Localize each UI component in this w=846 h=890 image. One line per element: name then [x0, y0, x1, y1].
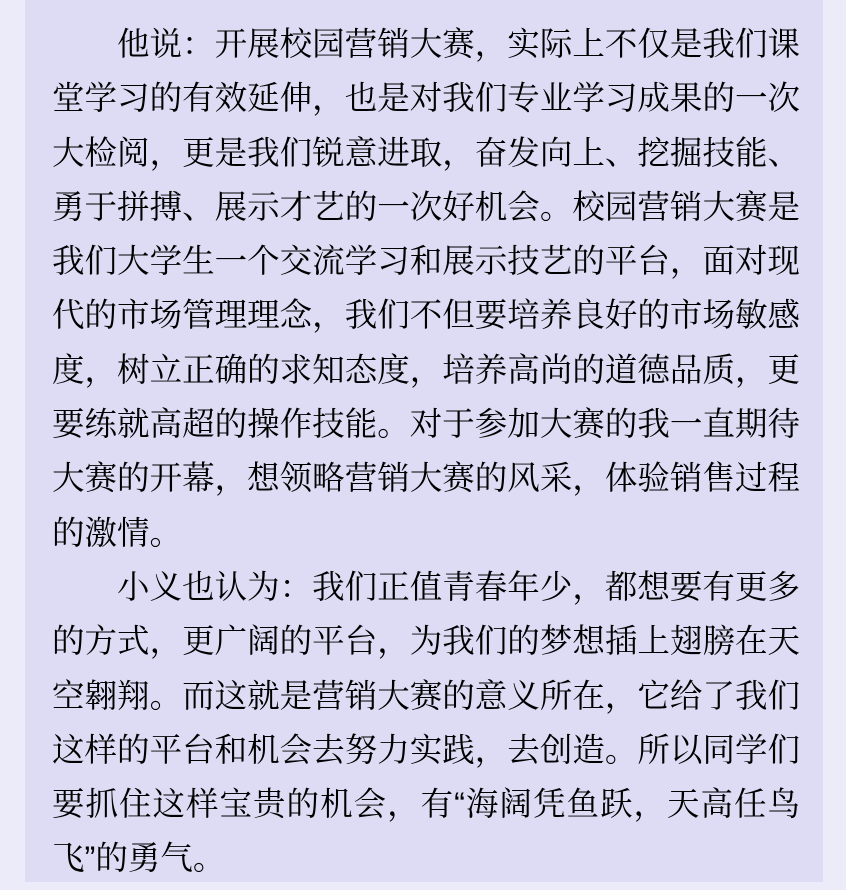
text-line: 代的市场管理理念，我们不但要培养良好的市场敏感 [52, 297, 800, 334]
text-line: 要抓住这样宝贵的机会，有“海阔凭鱼跃，天高任鸟 [52, 786, 800, 823]
document-page [25, 0, 823, 882]
text-line: 他说：开展校园营销大赛，实际上不仅是我们课 [117, 26, 800, 62]
text-line: 小义也认为：我们正值青春年少，都想要有更多 [117, 568, 800, 605]
text-line: 的激情。 [52, 514, 183, 551]
text-line: 这样的平台和机会去努力实践，去创造。所以同学们 [52, 731, 800, 768]
text-line: 我们大学生一个交流学习和展示技艺的平台，面对现 [52, 243, 800, 280]
text-line: 要练就高超的操作技能。对于参加大赛的我一直期待 [52, 406, 800, 443]
text-line: 的方式，更广阔的平台，为我们的梦想插上翅膀在天 [52, 623, 800, 660]
text-line: 飞”的勇气。 [52, 840, 226, 877]
text-line: 空翱翔。而这就是营销大赛的意义所在，它给了我们 [52, 677, 800, 714]
text-line: 大赛的开幕，想领略营销大赛的风采，体验销售过程 [52, 460, 800, 497]
text-line: 勇于拼搏、展示才艺的一次好机会。校园营销大赛是 [52, 188, 800, 225]
text-line: 堂学习的有效延伸，也是对我们专业学习成果的一次 [52, 80, 800, 117]
text-line: 大检阅，更是我们锐意进取，奋发向上、挖掘技能、 [52, 134, 800, 171]
text-line: 度，树立正确的求知态度，培养高尚的道德品质，更 [52, 351, 800, 388]
document-text [25, 0, 823, 882]
